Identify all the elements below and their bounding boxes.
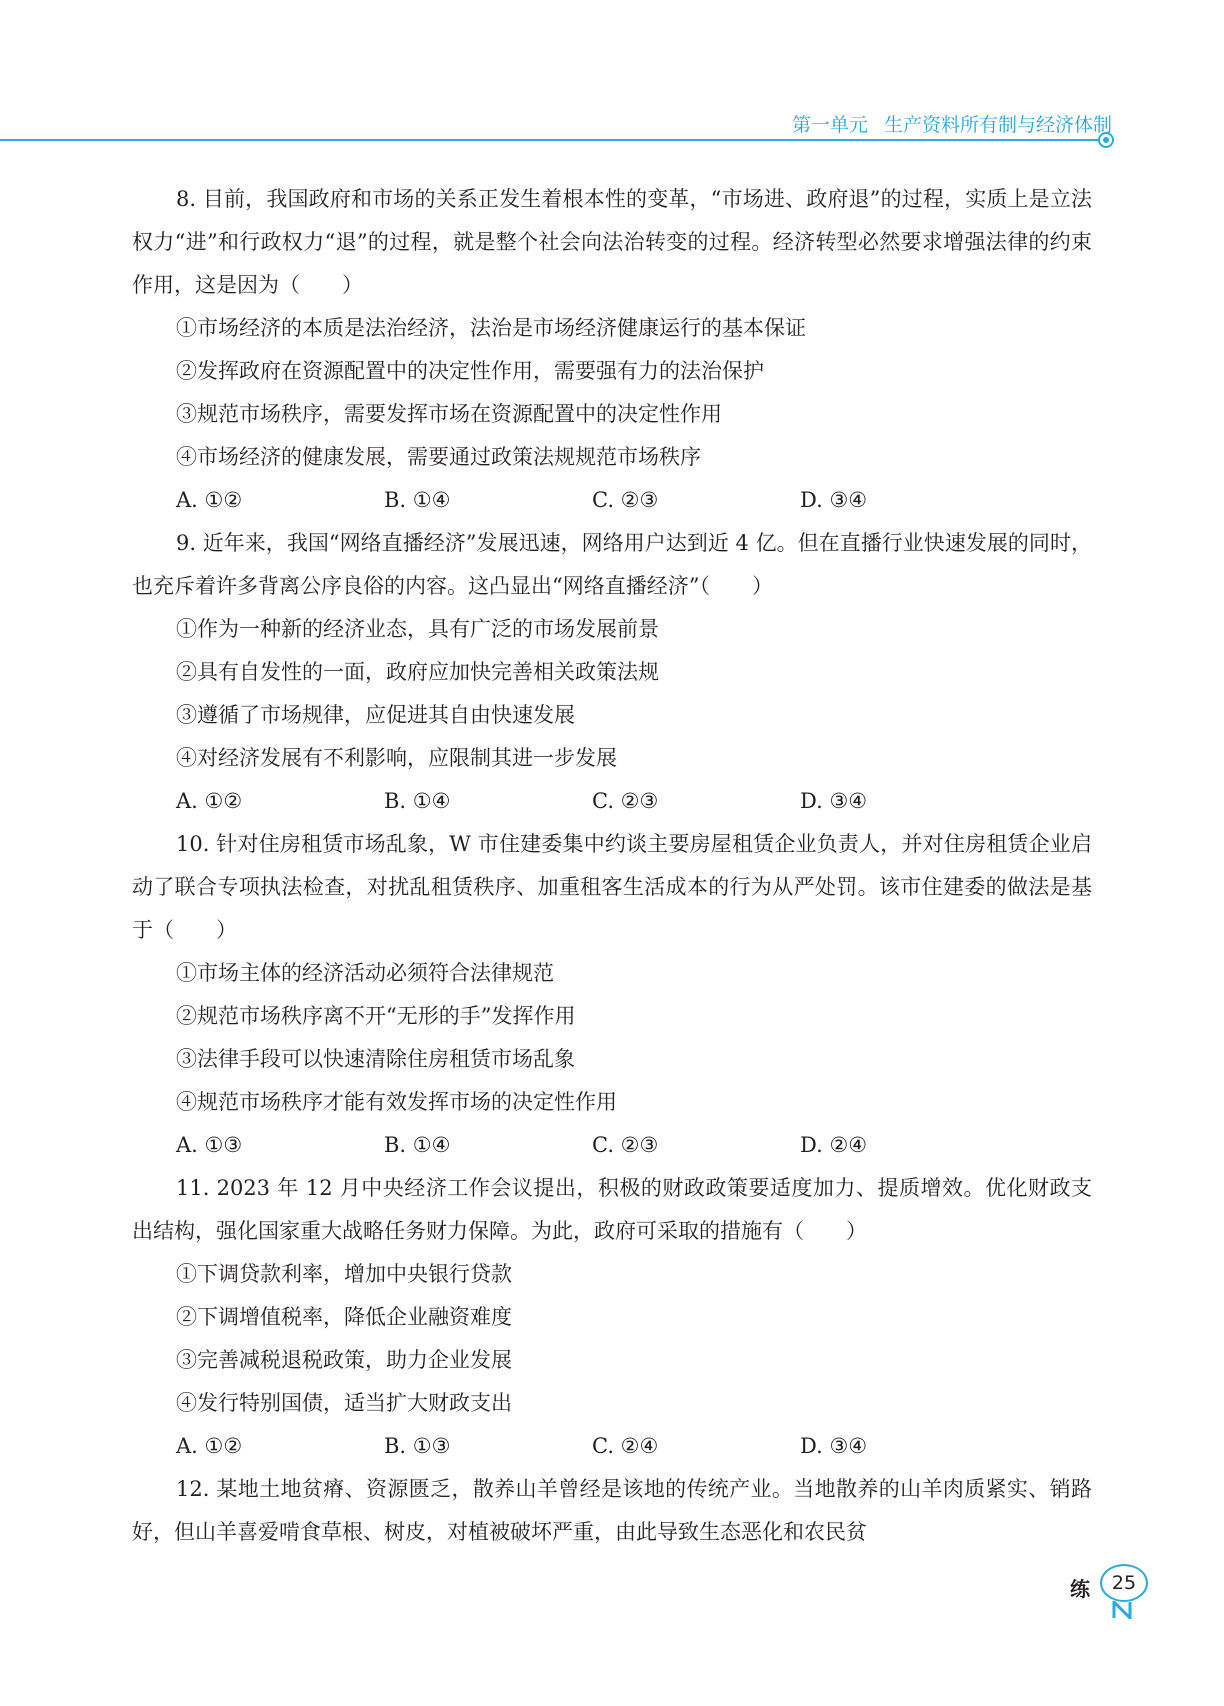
choice-d: D. ③④ xyxy=(800,1434,868,1458)
choice-c: C. ②③ xyxy=(592,488,659,512)
question-stem: 11. 2023 年 12 月中央经济工作会议提出，积极的财政政策要适度加力、提质增效。优化财政支出结构，强化国家重大战略任务财力保障。为此，政府可采取的措施有（ ） xyxy=(132,1176,1092,1243)
answer-choices xyxy=(132,1124,1092,1167)
statement-1: ①下调贷款利率，增加中央银行贷款 xyxy=(176,1262,512,1286)
question-8 xyxy=(132,178,1092,522)
question-stem: 10. 针对住房租赁市场乱象，W 市住建委集中约谈主要房屋租赁企业负责人，并对住房租赁企业启动了联合专项执法检查，对扰乱租赁秩序、加重租客生活成本的行为从严处罚。该市住建委的做法是基于（ ） xyxy=(132,832,1092,942)
question-stem: 8. 目前，我国政府和市场的关系正发生着根本性的变革，“市场进、政府退”的过程，实质上是立法权力“进”和行政权力“退”的过程，就是整个社会向法治转变的过程。经济转型必然要求增强法律的约束作用，这是因为（ ） xyxy=(132,187,1092,297)
statement-4: ④对经济发展有不利影响，应限制其进一步发展 xyxy=(176,746,617,770)
choice-a: A. ①③ xyxy=(176,1133,243,1157)
answer-choices xyxy=(132,1425,1092,1468)
statement-1: ①市场主体的经济活动必须符合法律规范 xyxy=(176,961,554,985)
statement-1: ①作为一种新的经济业态，具有广泛的市场发展前景 xyxy=(176,617,659,641)
question-9 xyxy=(132,522,1092,823)
choice-b: B. ①③ xyxy=(384,1434,451,1458)
statement-3: ③完善减税退税政策，助力企业发展 xyxy=(176,1348,512,1372)
statement-2: ②具有自发性的一面，政府应加快完善相关政策法规 xyxy=(176,660,659,684)
choice-a: A. ①② xyxy=(176,789,243,813)
choice-a: A. ①② xyxy=(176,1434,243,1458)
section-label: 练 xyxy=(1070,1577,1090,1601)
answer-choices xyxy=(132,479,1092,522)
question-list xyxy=(132,178,1092,1554)
page-number: 25 xyxy=(1100,1564,1148,1602)
choice-b: B. ①④ xyxy=(384,789,451,813)
statement-3: ③法律手段可以快速清除住房租赁市场乱象 xyxy=(176,1047,575,1071)
unit-label: 第一单元 xyxy=(791,114,868,136)
question-10 xyxy=(132,823,1092,1167)
header-rule xyxy=(0,139,1100,141)
choice-b: B. ①④ xyxy=(384,1133,451,1157)
choice-a: A. ①② xyxy=(176,488,243,512)
statement-4: ④发行特别国债，适当扩大财政支出 xyxy=(176,1391,512,1415)
choice-d: D. ②④ xyxy=(800,1133,868,1157)
statement-3: ③遵循了市场规律，应促进其自由快速发展 xyxy=(176,703,575,727)
statement-3: ③规范市场秩序，需要发挥市场在资源配置中的决定性作用 xyxy=(176,402,722,426)
choice-d: D. ③④ xyxy=(800,789,868,813)
choice-c: C. ②③ xyxy=(592,1133,659,1157)
statement-4: ④市场经济的健康发展，需要通过政策法规规范市场秩序 xyxy=(176,445,701,469)
statement-4: ④规范市场秩序才能有效发挥市场的决定性作用 xyxy=(176,1090,617,1114)
statement-1: ①市场经济的本质是法治经济，法治是市场经济健康运行的基本保证 xyxy=(176,316,806,340)
running-header xyxy=(792,110,1112,137)
question-12 xyxy=(132,1468,1092,1554)
statement-2: ②规范市场秩序离不开“无形的手”发挥作用 xyxy=(176,1004,576,1028)
question-stem: 12. 某地土地贫瘠、资源匮乏，散养山羊曾经是该地的传统产业。当地散养的山羊肉质紧实、销路好，但山羊喜爱啃食草根、树皮，对植被破坏严重，由此导致生态恶化和农民贫 xyxy=(132,1477,1092,1544)
question-stem: 9. 近年来，我国“网络直播经济”发展迅速，网络用户达到近 4 亿。但在直播行业快速发展的同时，也充斥着许多背离公序良俗的内容。这凸显出“网络直播经济”（ ） xyxy=(132,531,1092,598)
unit-title: 生产资料所有制与经济体制 xyxy=(883,114,1112,136)
statement-2: ②发挥政府在资源配置中的决定性作用，需要强有力的法治保护 xyxy=(176,359,764,383)
choice-c: C. ②③ xyxy=(592,789,659,813)
choice-c: C. ②④ xyxy=(592,1434,659,1458)
question-11 xyxy=(132,1167,1092,1468)
answer-choices xyxy=(132,780,1092,823)
statement-2: ②下调增值税率，降低企业融资难度 xyxy=(176,1305,512,1329)
choice-d: D. ③④ xyxy=(800,488,868,512)
choice-b: B. ①④ xyxy=(384,488,451,512)
brand-n-icon xyxy=(1112,1601,1132,1619)
